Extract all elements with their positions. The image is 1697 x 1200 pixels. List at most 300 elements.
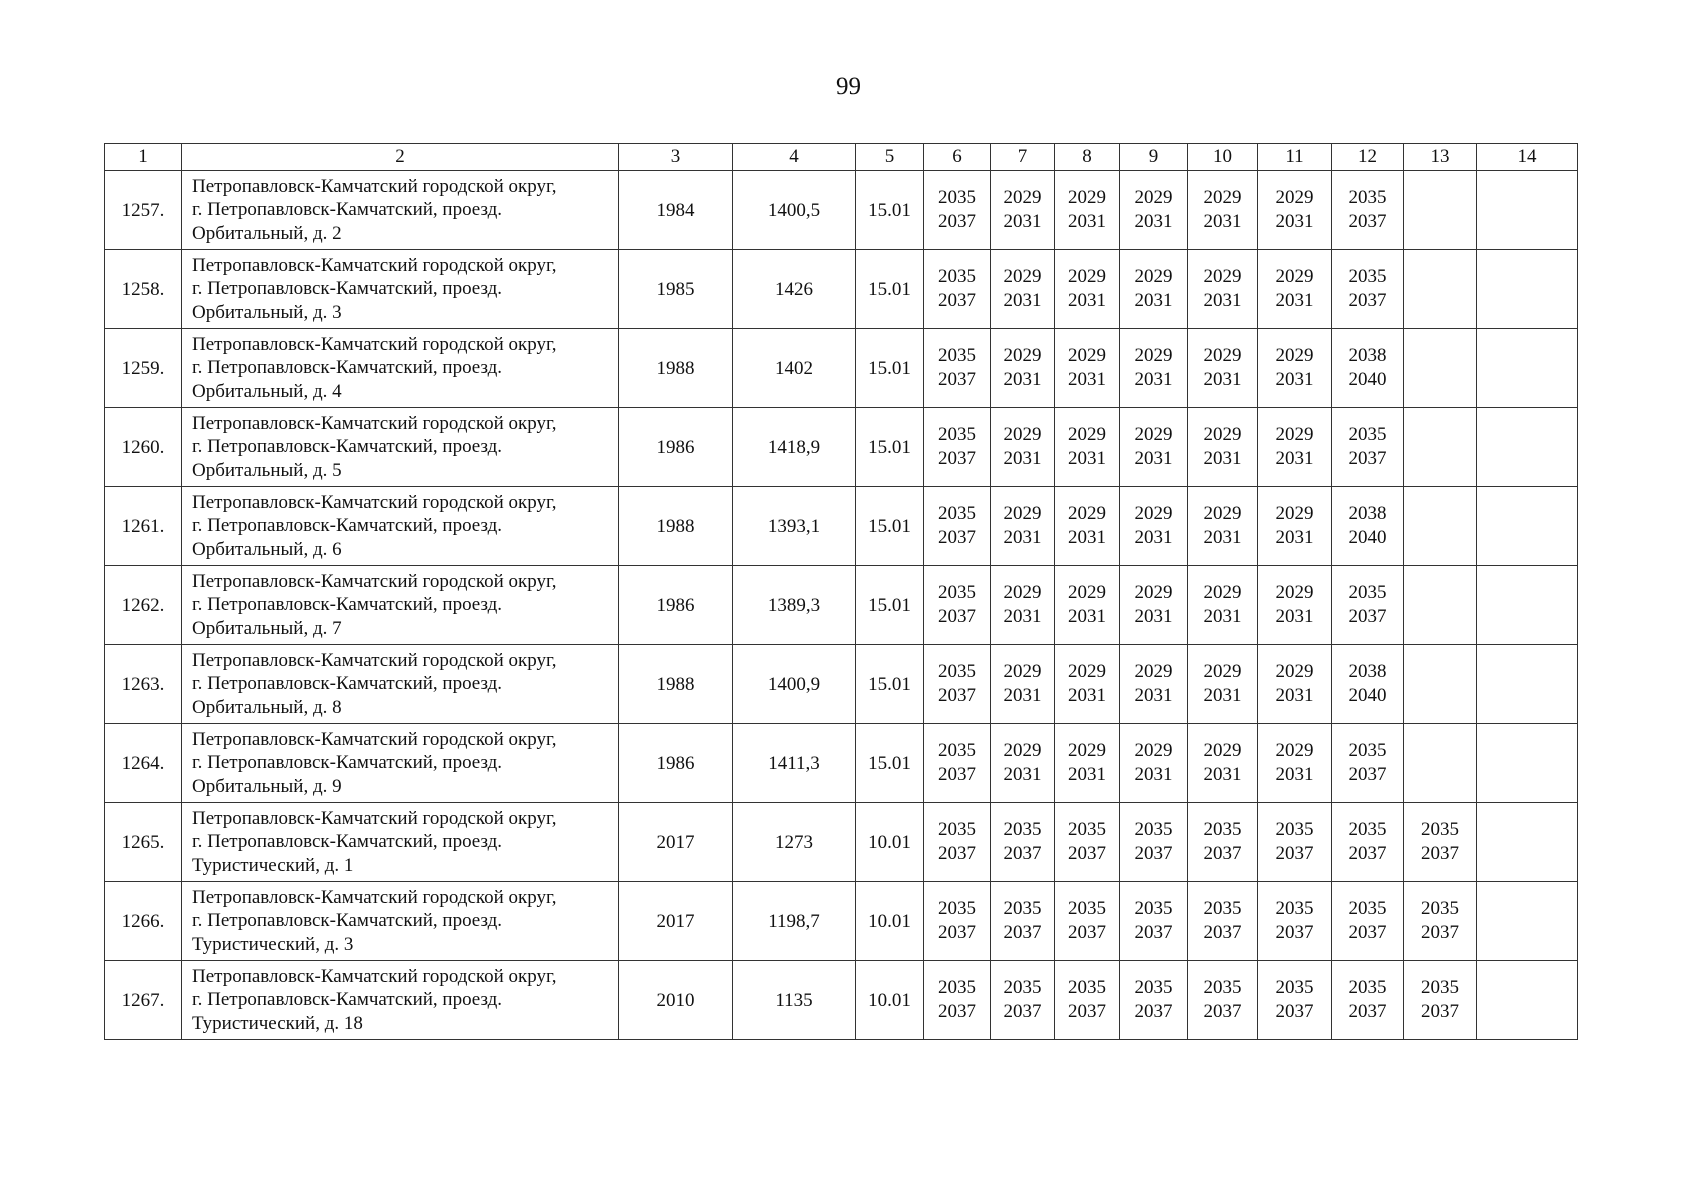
- period-start-year: 2035: [1134, 898, 1173, 919]
- period-start-year: 2029: [1203, 503, 1242, 524]
- period-end-year: 2037: [1348, 448, 1387, 469]
- period-cell-col-11: [1258, 961, 1332, 1040]
- code-cell: 15.01: [856, 645, 924, 724]
- period-end-year: 2031: [1275, 369, 1314, 390]
- period-start-year: 2029: [1203, 582, 1242, 603]
- period-cell-col-12: [1332, 566, 1404, 645]
- address-line: г. Петропавловск-Камчатский, проезд.: [192, 199, 503, 221]
- period-cell-col-13: [1404, 487, 1477, 566]
- period-start-year: 2035: [938, 266, 976, 287]
- period-start-year: 2029: [1275, 582, 1314, 603]
- period-cell-col-8: [1055, 961, 1120, 1040]
- address-cell: [182, 408, 619, 487]
- period-end-year: 2031: [1275, 606, 1314, 627]
- address-line: г. Петропавловск-Камчатский, проезд.: [192, 831, 503, 853]
- period-start-year: 2029: [1134, 345, 1173, 366]
- address-cell: [182, 882, 619, 961]
- table-row: [105, 645, 1578, 724]
- period-start-year: 2029: [1068, 424, 1106, 445]
- column-header-5: 5: [856, 144, 924, 171]
- period-cell-col-9: [1120, 250, 1188, 329]
- area-cell: 1400,9: [733, 645, 856, 724]
- empty-cell-col-14: [1477, 882, 1578, 961]
- period-end-year: 2037: [1003, 1001, 1042, 1022]
- period-start-year: 2035: [1421, 819, 1459, 840]
- period-cell-col-10: [1188, 329, 1258, 408]
- period-end-year: 2031: [1134, 448, 1173, 469]
- period-end-year: 2037: [938, 922, 976, 943]
- period-start-year: 2029: [1275, 661, 1314, 682]
- code-cell: 15.01: [856, 566, 924, 645]
- period-start-year: 2029: [1203, 266, 1242, 287]
- period-start-year: 2035: [1203, 898, 1242, 919]
- period-cell-col-10: [1188, 961, 1258, 1040]
- period-cell-col-8: [1055, 408, 1120, 487]
- column-header-13: 13: [1404, 144, 1477, 171]
- period-start-year: 2035: [938, 819, 976, 840]
- period-end-year: 2037: [938, 290, 976, 311]
- address-cell: [182, 803, 619, 882]
- address-line: г. Петропавловск-Камчатский, проезд.: [192, 436, 503, 458]
- period-start-year: 2029: [1203, 345, 1242, 366]
- period-start-year: 2035: [938, 898, 976, 919]
- column-header-3: 3: [619, 144, 733, 171]
- period-end-year: 2037: [1421, 922, 1459, 943]
- period-end-year: 2040: [1348, 369, 1387, 390]
- period-end-year: 2031: [1203, 369, 1242, 390]
- period-end-year: 2037: [1348, 843, 1387, 864]
- period-start-year: 2038: [1348, 503, 1387, 524]
- period-cell-col-9: [1120, 961, 1188, 1040]
- column-header-2: 2: [182, 144, 619, 171]
- period-end-year: 2031: [1134, 764, 1173, 785]
- period-end-year: 2037: [938, 606, 976, 627]
- period-end-year: 2037: [1003, 922, 1042, 943]
- period-start-year: 2029: [1134, 424, 1173, 445]
- code-cell: 10.01: [856, 882, 924, 961]
- period-cell-col-7: [991, 566, 1055, 645]
- address-line: Петропавловск-Камчатский городской округ,: [192, 728, 557, 750]
- period-start-year: 2029: [1003, 503, 1042, 524]
- period-cell-col-13: [1404, 961, 1477, 1040]
- year-cell: 1984: [619, 171, 733, 250]
- period-end-year: 2037: [1421, 843, 1459, 864]
- period-end-year: 2037: [1348, 290, 1387, 311]
- period-start-year: 2035: [1275, 898, 1314, 919]
- year-cell: 1985: [619, 250, 733, 329]
- period-start-year: 2035: [1134, 977, 1173, 998]
- period-cell-col-11: [1258, 882, 1332, 961]
- housing-table: [104, 143, 1578, 1040]
- period-end-year: 2037: [938, 1001, 976, 1022]
- year-cell: 1988: [619, 487, 733, 566]
- period-end-year: 2037: [1348, 211, 1387, 232]
- period-cell-col-13: [1404, 882, 1477, 961]
- year-cell: 2010: [619, 961, 733, 1040]
- period-cell-col-11: [1258, 408, 1332, 487]
- period-start-year: 2035: [1275, 977, 1314, 998]
- address-line: Петропавловск-Камчатский городской округ,: [192, 649, 557, 671]
- address-line: г. Петропавловск-Камчатский, проезд.: [192, 594, 503, 616]
- address-cell: [182, 250, 619, 329]
- address-line: Туристический, д. 3: [192, 933, 354, 955]
- table-row: [105, 882, 1578, 961]
- period-start-year: 2029: [1203, 661, 1242, 682]
- period-cell-col-8: [1055, 645, 1120, 724]
- period-cell-col-9: [1120, 329, 1188, 408]
- area-cell: 1400,5: [733, 171, 856, 250]
- address-line: Петропавловск-Камчатский городской округ,: [192, 254, 557, 276]
- period-cell-col-7: [991, 882, 1055, 961]
- table-row: [105, 487, 1578, 566]
- period-end-year: 2031: [1134, 606, 1173, 627]
- empty-cell-col-14: [1477, 250, 1578, 329]
- period-end-year: 2037: [1068, 922, 1106, 943]
- period-start-year: 2035: [1068, 819, 1106, 840]
- address-cell: [182, 487, 619, 566]
- period-cell-col-6: [924, 724, 991, 803]
- code-cell: 15.01: [856, 487, 924, 566]
- period-cell-col-8: [1055, 487, 1120, 566]
- period-cell-col-11: [1258, 803, 1332, 882]
- address-line: г. Петропавловск-Камчатский, проезд.: [192, 673, 503, 695]
- address-line: Орбитальный, д. 7: [192, 617, 342, 639]
- address-line: г. Петропавловск-Камчатский, проезд.: [192, 278, 503, 300]
- empty-cell-col-14: [1477, 803, 1578, 882]
- area-cell: 1411,3: [733, 724, 856, 803]
- column-header-11: 11: [1258, 144, 1332, 171]
- period-end-year: 2031: [1203, 290, 1242, 311]
- period-start-year: 2035: [938, 977, 976, 998]
- address-line: г. Петропавловск-Камчатский, проезд.: [192, 752, 503, 774]
- period-end-year: 2037: [1134, 1001, 1173, 1022]
- period-end-year: 2040: [1348, 685, 1387, 706]
- period-cell-col-12: [1332, 171, 1404, 250]
- period-cell-col-8: [1055, 250, 1120, 329]
- period-cell-col-10: [1188, 803, 1258, 882]
- period-start-year: 2035: [1348, 977, 1387, 998]
- period-start-year: 2035: [1421, 898, 1459, 919]
- column-header-12: 12: [1332, 144, 1404, 171]
- code-cell: 15.01: [856, 250, 924, 329]
- code-cell: 15.01: [856, 171, 924, 250]
- area-cell: 1198,7: [733, 882, 856, 961]
- address-line: Петропавловск-Камчатский городской округ,: [192, 886, 557, 908]
- period-start-year: 2035: [1068, 977, 1106, 998]
- period-end-year: 2037: [1203, 1001, 1242, 1022]
- period-cell-col-12: [1332, 408, 1404, 487]
- period-cell-col-13: [1404, 171, 1477, 250]
- year-cell: 1986: [619, 566, 733, 645]
- period-end-year: 2037: [1203, 922, 1242, 943]
- period-end-year: 2031: [1275, 448, 1314, 469]
- row-number-cell: 1257.: [105, 171, 182, 250]
- period-cell-col-13: [1404, 566, 1477, 645]
- period-start-year: 2035: [1068, 898, 1106, 919]
- period-start-year: 2029: [1134, 266, 1173, 287]
- period-end-year: 2031: [1203, 527, 1242, 548]
- address-line: Орбитальный, д. 6: [192, 538, 342, 560]
- period-end-year: 2031: [1134, 685, 1173, 706]
- period-cell-col-8: [1055, 329, 1120, 408]
- period-cell-col-9: [1120, 566, 1188, 645]
- address-line: г. Петропавловск-Камчатский, проезд.: [192, 515, 503, 537]
- address-line: г. Петропавловск-Камчатский, проезд.: [192, 910, 503, 932]
- period-cell-col-11: [1258, 250, 1332, 329]
- area-cell: 1418,9: [733, 408, 856, 487]
- empty-cell-col-14: [1477, 566, 1578, 645]
- row-number-cell: 1258.: [105, 250, 182, 329]
- period-end-year: 2037: [1348, 1001, 1387, 1022]
- period-start-year: 2029: [1275, 187, 1314, 208]
- period-cell-col-10: [1188, 487, 1258, 566]
- period-cell-col-10: [1188, 566, 1258, 645]
- year-cell: 2017: [619, 803, 733, 882]
- period-end-year: 2037: [1068, 843, 1106, 864]
- table-header: [105, 144, 1578, 171]
- period-end-year: 2037: [1003, 843, 1042, 864]
- period-cell-col-7: [991, 645, 1055, 724]
- period-cell-col-6: [924, 645, 991, 724]
- area-cell: 1393,1: [733, 487, 856, 566]
- period-cell-col-7: [991, 961, 1055, 1040]
- period-end-year: 2031: [1203, 764, 1242, 785]
- period-end-year: 2031: [1003, 527, 1042, 548]
- row-number-cell: 1261.: [105, 487, 182, 566]
- period-cell-col-6: [924, 487, 991, 566]
- period-cell-col-12: [1332, 803, 1404, 882]
- period-end-year: 2031: [1068, 685, 1106, 706]
- row-number-cell: 1266.: [105, 882, 182, 961]
- empty-cell-col-14: [1477, 724, 1578, 803]
- row-number-cell: 1264.: [105, 724, 182, 803]
- period-start-year: 2035: [1134, 819, 1173, 840]
- address-line: Орбитальный, д. 3: [192, 301, 342, 323]
- period-start-year: 2035: [938, 345, 976, 366]
- table-row: [105, 803, 1578, 882]
- period-end-year: 2037: [1275, 1001, 1314, 1022]
- period-start-year: 2029: [1068, 740, 1106, 761]
- period-end-year: 2031: [1068, 764, 1106, 785]
- period-start-year: 2035: [1003, 819, 1042, 840]
- period-start-year: 2029: [1203, 424, 1242, 445]
- period-cell-col-8: [1055, 171, 1120, 250]
- period-cell-col-7: [991, 250, 1055, 329]
- period-start-year: 2038: [1348, 661, 1387, 682]
- period-cell-col-7: [991, 171, 1055, 250]
- address-line: Петропавловск-Камчатский городской округ,: [192, 807, 557, 829]
- period-end-year: 2031: [1068, 211, 1106, 232]
- period-cell-col-12: [1332, 882, 1404, 961]
- period-cell-col-11: [1258, 171, 1332, 250]
- period-end-year: 2037: [938, 685, 976, 706]
- period-cell-col-12: [1332, 487, 1404, 566]
- period-start-year: 2035: [1003, 898, 1042, 919]
- year-cell: 1988: [619, 329, 733, 408]
- period-start-year: 2029: [1003, 424, 1042, 445]
- period-start-year: 2035: [1275, 819, 1314, 840]
- period-start-year: 2035: [1203, 977, 1242, 998]
- column-header-14: 14: [1477, 144, 1578, 171]
- period-end-year: 2031: [1275, 764, 1314, 785]
- period-end-year: 2037: [1134, 843, 1173, 864]
- period-cell-col-13: [1404, 250, 1477, 329]
- period-cell-col-11: [1258, 724, 1332, 803]
- area-cell: 1135: [733, 961, 856, 1040]
- period-cell-col-12: [1332, 645, 1404, 724]
- period-end-year: 2031: [1068, 290, 1106, 311]
- period-cell-col-7: [991, 408, 1055, 487]
- period-end-year: 2031: [1068, 369, 1106, 390]
- period-cell-col-11: [1258, 329, 1332, 408]
- address-line: Орбитальный, д. 4: [192, 380, 342, 402]
- period-end-year: 2037: [938, 764, 976, 785]
- address-line: Орбитальный, д. 5: [192, 459, 342, 481]
- period-cell-col-8: [1055, 803, 1120, 882]
- area-cell: 1402: [733, 329, 856, 408]
- period-cell-col-12: [1332, 724, 1404, 803]
- period-cell-col-7: [991, 803, 1055, 882]
- period-cell-col-9: [1120, 487, 1188, 566]
- table-row: [105, 961, 1578, 1040]
- period-end-year: 2031: [1275, 527, 1314, 548]
- period-start-year: 2029: [1068, 503, 1106, 524]
- period-start-year: 2035: [938, 424, 976, 445]
- period-start-year: 2035: [1421, 977, 1459, 998]
- empty-cell-col-14: [1477, 171, 1578, 250]
- period-end-year: 2037: [938, 211, 976, 232]
- period-start-year: 2029: [1068, 345, 1106, 366]
- code-cell: 10.01: [856, 803, 924, 882]
- period-end-year: 2037: [1068, 1001, 1106, 1022]
- period-end-year: 2031: [1134, 369, 1173, 390]
- period-cell-col-6: [924, 250, 991, 329]
- period-start-year: 2029: [1275, 503, 1314, 524]
- period-start-year: 2035: [938, 740, 976, 761]
- period-end-year: 2037: [1275, 922, 1314, 943]
- period-cell-col-9: [1120, 724, 1188, 803]
- period-start-year: 2029: [1275, 424, 1314, 445]
- period-end-year: 2031: [1275, 211, 1314, 232]
- address-cell: [182, 566, 619, 645]
- period-end-year: 2031: [1068, 527, 1106, 548]
- period-start-year: 2029: [1134, 582, 1173, 603]
- address-line: Петропавловск-Камчатский городской округ,: [192, 965, 557, 987]
- address-line: Туристический, д. 1: [192, 854, 354, 876]
- empty-cell-col-14: [1477, 961, 1578, 1040]
- address-line: Орбитальный, д. 9: [192, 775, 342, 797]
- period-cell-col-9: [1120, 171, 1188, 250]
- table-row: [105, 250, 1578, 329]
- period-cell-col-13: [1404, 408, 1477, 487]
- period-start-year: 2029: [1134, 503, 1173, 524]
- period-cell-col-11: [1258, 566, 1332, 645]
- period-cell-col-10: [1188, 724, 1258, 803]
- period-start-year: 2035: [938, 503, 976, 524]
- table-row: [105, 329, 1578, 408]
- period-start-year: 2029: [1068, 266, 1106, 287]
- address-cell: [182, 171, 619, 250]
- area-cell: 1273: [733, 803, 856, 882]
- address-cell: [182, 329, 619, 408]
- period-start-year: 2029: [1134, 661, 1173, 682]
- period-end-year: 2037: [938, 843, 976, 864]
- period-start-year: 2029: [1134, 740, 1173, 761]
- period-start-year: 2029: [1203, 740, 1242, 761]
- period-cell-col-10: [1188, 250, 1258, 329]
- period-start-year: 2029: [1068, 187, 1106, 208]
- empty-cell-col-14: [1477, 487, 1578, 566]
- period-cell-col-13: [1404, 724, 1477, 803]
- period-start-year: 2035: [938, 187, 976, 208]
- period-end-year: 2031: [1203, 448, 1242, 469]
- period-cell-col-8: [1055, 724, 1120, 803]
- period-cell-col-13: [1404, 329, 1477, 408]
- period-start-year: 2035: [1348, 266, 1387, 287]
- period-end-year: 2031: [1003, 685, 1042, 706]
- code-cell: 15.01: [856, 329, 924, 408]
- area-cell: 1426: [733, 250, 856, 329]
- address-cell: [182, 961, 619, 1040]
- period-end-year: 2040: [1348, 527, 1387, 548]
- period-start-year: 2035: [938, 582, 976, 603]
- address-line: Петропавловск-Камчатский городской округ,: [192, 175, 557, 197]
- page-number: 99: [836, 73, 861, 100]
- code-cell: 15.01: [856, 724, 924, 803]
- header-row: [105, 144, 1578, 171]
- period-start-year: 2035: [1348, 740, 1387, 761]
- period-start-year: 2029: [1003, 661, 1042, 682]
- period-cell-col-9: [1120, 882, 1188, 961]
- period-cell-col-12: [1332, 250, 1404, 329]
- address-line: г. Петропавловск-Камчатский, проезд.: [192, 989, 503, 1011]
- period-cell-col-12: [1332, 961, 1404, 1040]
- period-end-year: 2031: [1003, 764, 1042, 785]
- period-start-year: 2035: [1003, 977, 1042, 998]
- period-cell-col-10: [1188, 882, 1258, 961]
- year-cell: 1986: [619, 724, 733, 803]
- period-cell-col-6: [924, 408, 991, 487]
- period-start-year: 2029: [1275, 740, 1314, 761]
- period-end-year: 2037: [1275, 843, 1314, 864]
- address-line: Орбитальный, д. 2: [192, 222, 342, 244]
- year-cell: 1988: [619, 645, 733, 724]
- period-start-year: 2029: [1134, 187, 1173, 208]
- row-number-cell: 1262.: [105, 566, 182, 645]
- period-end-year: 2031: [1203, 685, 1242, 706]
- period-end-year: 2031: [1068, 448, 1106, 469]
- period-end-year: 2037: [938, 369, 976, 390]
- year-cell: 2017: [619, 882, 733, 961]
- address-line: Туристический, д. 18: [192, 1012, 363, 1034]
- row-number-cell: 1263.: [105, 645, 182, 724]
- address-line: Петропавловск-Камчатский городской округ,: [192, 491, 557, 513]
- period-start-year: 2029: [1003, 740, 1042, 761]
- period-end-year: 2031: [1003, 290, 1042, 311]
- period-cell-col-7: [991, 487, 1055, 566]
- period-start-year: 2035: [1348, 424, 1387, 445]
- period-start-year: 2029: [1275, 266, 1314, 287]
- period-end-year: 2031: [1003, 369, 1042, 390]
- period-cell-col-10: [1188, 408, 1258, 487]
- period-end-year: 2031: [1068, 606, 1106, 627]
- period-cell-col-6: [924, 566, 991, 645]
- period-end-year: 2031: [1003, 448, 1042, 469]
- period-cell-col-7: [991, 329, 1055, 408]
- address-line: Петропавловск-Камчатский городской округ,: [192, 412, 557, 434]
- table-row: [105, 724, 1578, 803]
- empty-cell-col-14: [1477, 645, 1578, 724]
